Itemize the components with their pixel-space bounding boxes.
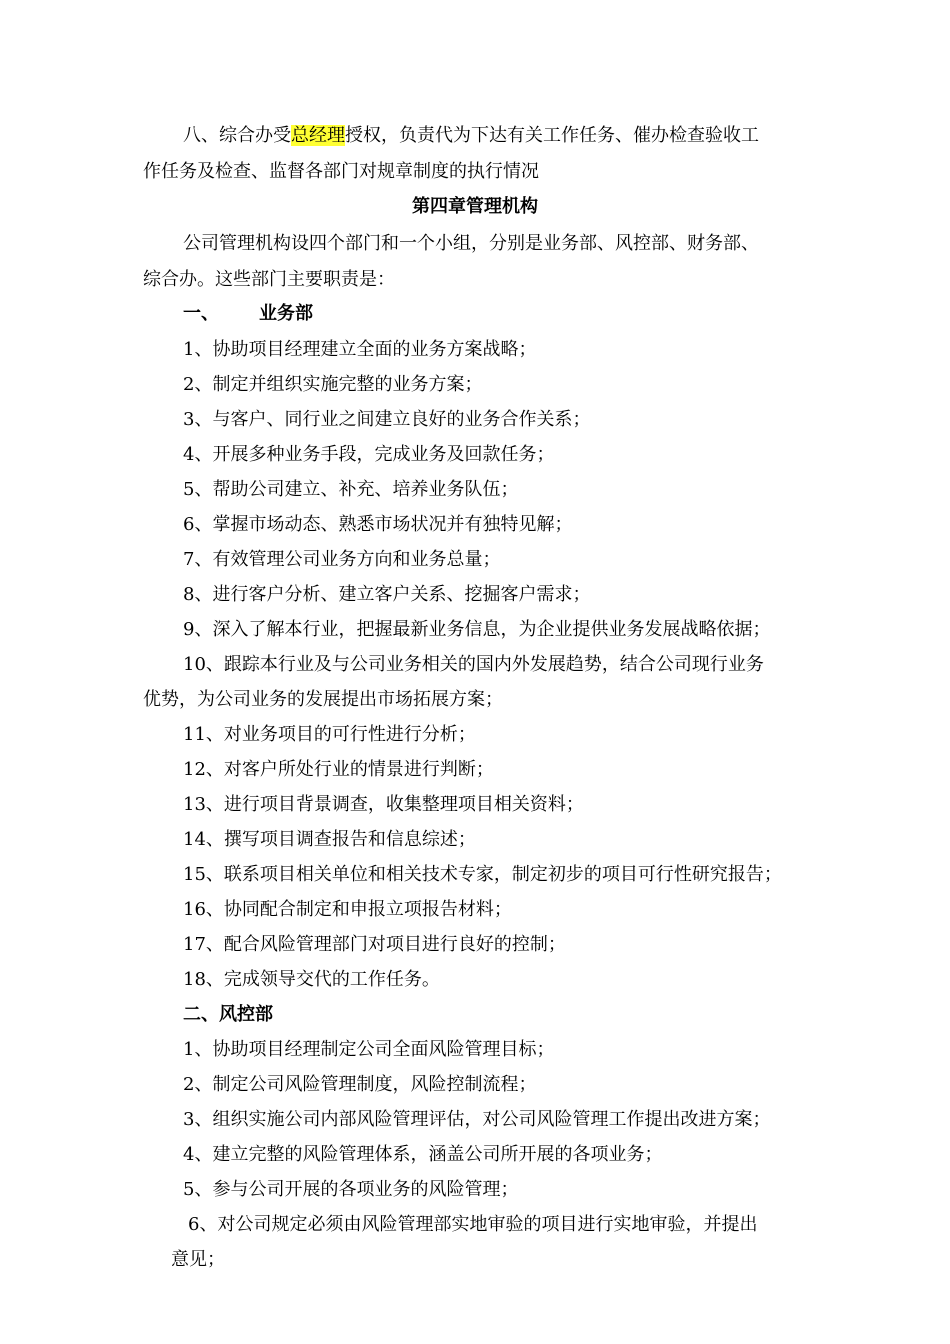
list-item: 10、跟踪本行业及与公司业务相关的国内外发展趋势，结合公司现行业务 [183, 654, 764, 675]
list-item-continued: 优势，为公司业务的发展提出市场拓展方案； [143, 689, 503, 710]
para8-line1 [183, 124, 759, 148]
section2-heading: 二、风控部 [183, 1004, 273, 1025]
list-item: 2、制定并组织实施完整的业务方案； [183, 374, 483, 395]
list-item: 6、对公司规定必须由风险管理部实地审验的项目进行实地审验，并提出 [188, 1214, 758, 1235]
section1-title: 业务部 [259, 303, 313, 324]
list-item: 16、协同配合制定和申报立项报告材料； [183, 899, 512, 920]
list-item: 4、开展多种业务手段，完成业务及回款任务； [183, 444, 555, 465]
list-item: 1、协助项目经理建立全面的业务方案战略； [183, 339, 537, 360]
section1-number: 一、 [183, 303, 219, 324]
list-item: 3、组织实施公司内部风险管理评估，对公司风险管理工作提出改进方案； [183, 1109, 771, 1130]
para8-text: 八、综合办受 [183, 125, 291, 146]
list-item: 6、掌握市场动态、熟悉市场状况并有独特见解； [183, 514, 573, 535]
para8-line2: 作任务及检查、监督各部门对规章制度的执行情况 [143, 161, 539, 182]
list-item: 1、协助项目经理制定公司全面风险管理目标； [183, 1039, 555, 1060]
list-item: 11、对业务项目的可行性进行分析； [183, 724, 476, 745]
list-item-continued: 意见； [171, 1249, 225, 1270]
highlighted-term: 总经理 [291, 125, 345, 146]
section1-heading [183, 302, 313, 326]
list-item: 8、进行客户分析、建立客户关系、挖掘客户需求； [183, 584, 591, 605]
list-item: 9、深入了解本行业，把握最新业务信息，为企业提供业务发展战略依据； [183, 619, 771, 640]
list-item: 13、进行项目背景调查，收集整理项目相关资料； [183, 794, 584, 815]
intro-line2: 综合办。这些部门主要职责是： [143, 269, 395, 290]
list-item: 2、制定公司风险管理制度，风险控制流程； [183, 1074, 537, 1095]
intro-line1: 公司管理机构设四个部门和一个小组，分别是业务部、风控部、财务部、 [183, 233, 759, 254]
list-item: 12、对客户所处行业的情景进行判断； [183, 759, 494, 780]
list-item: 7、有效管理公司业务方向和业务总量； [183, 549, 501, 570]
para8-text: 授权，负责代为下达有关工作任务、催办检查验收工 [345, 125, 759, 146]
list-item: 3、与客户、同行业之间建立良好的业务合作关系； [183, 409, 591, 430]
chapter-title: 第四章管理机构 [412, 196, 538, 217]
list-item: 15、联系项目相关单位和相关技术专家，制定初步的项目可行性研究报告； [183, 864, 782, 885]
list-item: 4、建立完整的风险管理体系，涵盖公司所开展的各项业务； [183, 1144, 663, 1165]
list-item: 5、帮助公司建立、补充、培养业务队伍； [183, 479, 519, 500]
list-item: 18、完成领导交代的工作任务。 [183, 969, 440, 990]
list-item: 5、参与公司开展的各项业务的风险管理； [183, 1179, 519, 1200]
list-item: 17、配合风险管理部门对项目进行良好的控制； [183, 934, 566, 955]
list-item: 14、撰写项目调查报告和信息综述； [183, 829, 476, 850]
